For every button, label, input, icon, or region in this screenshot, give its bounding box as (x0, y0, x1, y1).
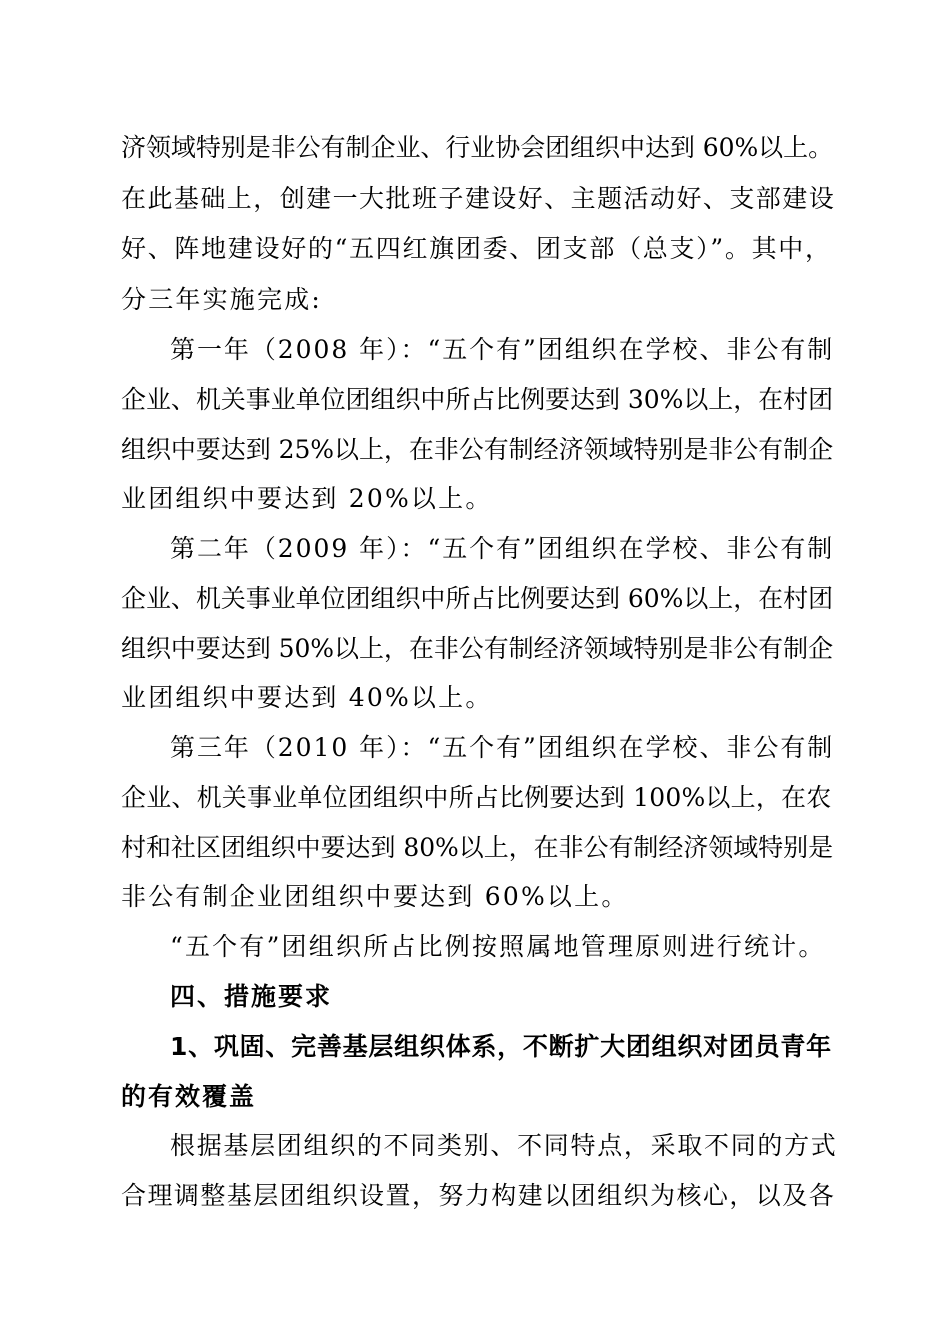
body-text-line: 在此基础上，创建一大批班子建设好、主题活动好、支部建设 (121, 184, 836, 213)
section-heading: 四、措施要求 (170, 982, 333, 1011)
subheading: 1、巩固、完善基层组织体系，不断扩大团组织对团员青年 (170, 1032, 832, 1061)
body-text-line: 根据基层团组织的不同类别、不同特点，采取不同的方式 (170, 1131, 838, 1160)
subheading: 的有效覆盖 (121, 1082, 257, 1111)
body-text-line: 第三年（2010 年）：“五个有”团组织在学校、非公有制 (170, 733, 835, 762)
body-text-line: “五个有”团组织所占比例按照属地管理原则进行统计。 (170, 932, 826, 961)
body-text-line: 好、阵地建设好的“五四红旗团委、团支部（总支）”。其中， (121, 234, 832, 263)
body-text-line: 第一年（2008 年）：“五个有”团组织在学校、非公有制 (170, 335, 835, 364)
body-text-line: 非公有制企业团组织中要达到 60%以上。 (121, 882, 629, 911)
body-text-line: 组织中要达到 50%以上，在非公有制经济领域特别是非公有制企 (121, 634, 834, 663)
body-text-line: 分三年实施完成: (121, 285, 323, 314)
body-text-line: 企业、机关事业单位团组织中所占比例要达到 60%以上，在村团 (121, 584, 834, 613)
body-text-line: 业团组织中要达到 40%以上。 (121, 683, 493, 712)
body-text-line: 企业、机关事业单位团组织中所占比例要达到 100%以上，在农 (121, 783, 832, 812)
body-text-line: 村和社区团组织中要达到 80%以上，在非公有制经济领域特别是 (121, 833, 834, 862)
body-text-line: 合理调整基层团组织设置，努力构建以团组织为核心，以及各 (121, 1181, 836, 1210)
body-text-line: 济领域特别是非公有制企业、行业协会团组织中达到 60%以上。 (121, 133, 834, 162)
body-text-line: 业团组织中要达到 20%以上。 (121, 484, 493, 513)
body-text-line: 第二年（2009 年）：“五个有”团组织在学校、非公有制 (170, 534, 835, 563)
body-text-line: 企业、机关事业单位团组织中所占比例要达到 30%以上，在村团 (121, 385, 834, 414)
body-text-line: 组织中要达到 25%以上，在非公有制经济领域特别是非公有制企 (121, 435, 834, 464)
